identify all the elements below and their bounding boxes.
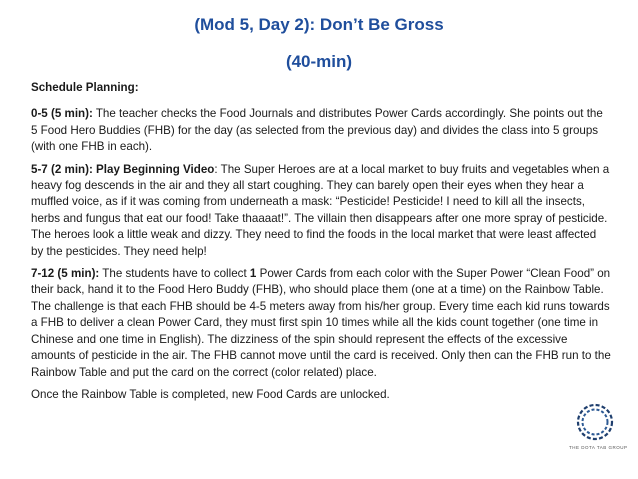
section-text: Power Cards from each color with the Super Power “Clean Food” on their back, hand it to the Food Hero Buddy (FHB), who should place them (one at a time) on the Rainbow Table. The challenge is that each FHB should be 4-5 meters away from his/her group. Every time each kid runs towards a FHB to deliver a clean Power Card, they must first spin 10 times while all the kids count together (one time in Chinese and one time in English). The dizziness of the spin should represent the effects of the excessive amounts of pesticide in the air. The FHB cannot move until the card is received. Only then can the FHB run to the Rainbow Table and put the card on the correct (color related) place. <box>31 267 611 379</box>
schedule-section-5-7 <box>31 162 611 260</box>
schedule-section-7-12 <box>31 266 611 381</box>
logo-text: THE DOTA TAB GROUP <box>569 445 628 450</box>
schedule-heading: Schedule Planning: <box>31 81 139 94</box>
section-highlight-count: 1 <box>249 267 257 281</box>
page-subtitle-duration: (40-min) <box>285 52 353 71</box>
schedule-content <box>31 80 611 409</box>
page-title: (Mod 5, Day 2): Don’t Be Gross <box>194 15 444 34</box>
rosette-logo-icon <box>575 402 615 442</box>
section-text: The students have to collect <box>99 267 250 281</box>
schedule-section-closing: Once the Rainbow Table is completed, new Food Cards are unlocked. <box>31 387 390 401</box>
section-time-label: 0-5 (5 min): <box>31 107 93 121</box>
section-text: The teacher checks the Food Journals and distributes Power Cards accordingly. She points out the 5 Food Hero Buddies (FHB) for the day (as selected from the previous day) and divides the class into 5 groups (with one FHB in each). <box>31 107 603 154</box>
section-time-label: 7-12 (5 min): <box>31 267 100 281</box>
section-time-label: 5-7 (2 min): Play Beginning Video <box>31 162 215 176</box>
section-text: : The Super Heroes are at a local market to buy fruits and vegetables when a heavy fog descends in the air and they all start coughing. They can barely open their eyes when they hear a muffled voice, as if it was coming from underneath a mask: “Pesticide! Pesticide! I need to kill all the insects, herbs and fungus that eat our food! Take thaaaat!”. The villain then disappears after one more spray of pesticide. The heroes look a little weak and dizzy. They need to find the foods in the local market that were least affected by the pesticides. They need help! <box>31 162 610 258</box>
organization-logo <box>569 402 628 458</box>
schedule-section-0-5 <box>31 106 611 155</box>
